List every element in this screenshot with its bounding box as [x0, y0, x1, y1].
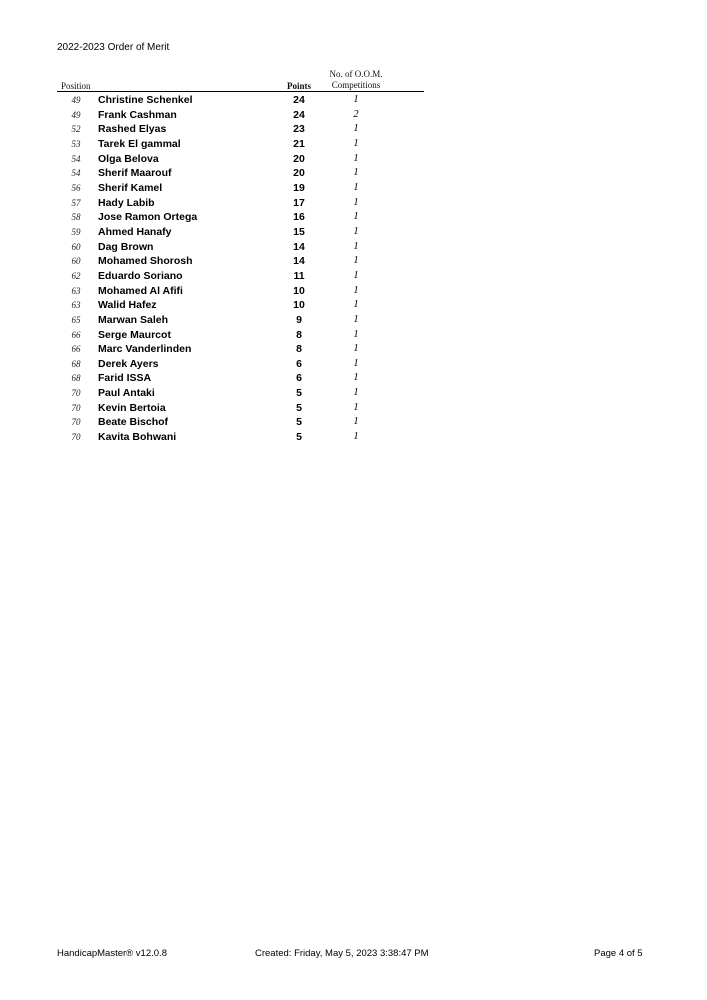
row-points: 16: [293, 211, 305, 224]
table-row: [0, 196, 707, 211]
row-position: 57: [71, 197, 81, 208]
row-competitions: 1: [353, 401, 359, 413]
column-header-competitions-line2: Competitions: [331, 80, 381, 90]
table-row: [0, 284, 707, 299]
row-points: 11: [293, 269, 305, 282]
row-player-name: Rashed Elyas: [98, 123, 167, 136]
row-points: 24: [293, 94, 305, 106]
footer-page-number: Page 4 of 5: [594, 948, 643, 959]
table-row: [0, 240, 707, 255]
table-row: [0, 181, 707, 196]
row-competitions: 1: [353, 299, 359, 311]
row-position: 70: [71, 432, 81, 443]
row-points: 21: [293, 137, 305, 150]
table-row: [0, 108, 707, 123]
row-competitions: 1: [353, 284, 359, 296]
row-competitions: 1: [353, 196, 359, 208]
row-competitions: 1: [353, 240, 359, 252]
row-player-name: Mohamed Shorosh: [98, 255, 193, 268]
row-points: 20: [293, 152, 305, 165]
row-competitions: 1: [353, 357, 359, 369]
table-row: [0, 328, 707, 343]
row-competitions: 1: [353, 137, 359, 149]
row-points: 10: [293, 284, 305, 297]
row-points: 5: [296, 387, 302, 400]
column-header-competitions-line1: No. of O.O.M.: [329, 69, 383, 79]
row-points: 5: [296, 416, 302, 429]
row-position: 66: [71, 329, 81, 340]
column-header-points: Points: [287, 81, 312, 91]
row-position: 70: [71, 402, 81, 413]
row-position: 54: [71, 168, 81, 179]
row-competitions: 1: [353, 343, 359, 355]
row-competitions: 1: [353, 387, 359, 399]
row-player-name: Hady Labib: [98, 196, 155, 209]
row-player-name: Walid Hafez: [98, 299, 157, 312]
row-position: 63: [71, 300, 81, 311]
table-row: [0, 225, 707, 240]
row-points: 5: [296, 431, 302, 444]
row-competitions: 1: [353, 416, 359, 428]
row-position: 62: [71, 270, 81, 281]
row-points: 8: [296, 343, 302, 356]
row-player-name: Christine Schenkel: [98, 94, 193, 106]
table-row: [0, 401, 707, 416]
row-player-name: Kavita Bohwani: [98, 431, 177, 444]
row-points: 5: [296, 401, 302, 414]
row-competitions: 1: [353, 181, 359, 193]
row-player-name: Serge Maurcot: [98, 328, 171, 341]
row-competitions: 1: [353, 94, 359, 105]
row-competitions: 1: [353, 431, 359, 443]
row-player-name: Tarek El gammal: [98, 137, 181, 150]
row-points: 23: [293, 123, 305, 136]
table-row: [0, 254, 707, 269]
row-competitions: 1: [353, 211, 359, 223]
row-position: 49: [71, 95, 81, 105]
row-player-name: Sherif Maarouf: [98, 167, 172, 180]
footer-software-version: HandicapMaster® v12.0.8: [57, 948, 167, 959]
row-position: 56: [71, 182, 81, 193]
table-row: [0, 269, 707, 284]
row-competitions: 1: [353, 255, 359, 267]
row-player-name: Eduardo Soriano: [98, 269, 183, 282]
row-player-name: Olga Belova: [98, 152, 159, 165]
row-position: 68: [71, 358, 81, 369]
row-player-name: Marc Vanderlinden: [98, 343, 192, 356]
column-header-competitions: [320, 69, 392, 91]
row-competitions: 1: [353, 269, 359, 281]
row-player-name: Jose Ramon Ortega: [98, 211, 198, 224]
row-competitions: 1: [353, 313, 359, 325]
table-row: [0, 371, 707, 386]
row-points: 15: [293, 225, 305, 238]
table-row: [0, 152, 707, 167]
row-player-name: Frank Cashman: [98, 108, 177, 121]
row-player-name: Farid ISSA: [98, 372, 152, 385]
row-points: 24: [293, 108, 305, 121]
row-position: 52: [71, 124, 81, 135]
row-points: 14: [293, 240, 305, 253]
table-row: [0, 166, 707, 181]
table-row: [0, 415, 707, 430]
row-position: 63: [71, 285, 81, 296]
row-competitions: 1: [353, 225, 359, 237]
footer-created-timestamp: Created: Friday, May 5, 2023 3:38:47 PM: [255, 948, 429, 959]
table-row: [0, 386, 707, 401]
row-position: 59: [71, 226, 81, 237]
row-points: 8: [296, 328, 302, 341]
row-competitions: 1: [353, 372, 359, 384]
row-player-name: Ahmed Hanafy: [98, 225, 172, 238]
order-of-merit-table: [0, 93, 707, 445]
row-points: 20: [293, 167, 305, 180]
table-row: [0, 122, 707, 137]
row-competitions: 1: [353, 123, 359, 135]
row-competitions: 2: [353, 108, 359, 120]
row-competitions: 1: [353, 328, 359, 340]
row-competitions: 1: [353, 167, 359, 179]
row-player-name: Dag Brown: [98, 240, 154, 253]
row-position: 54: [71, 153, 81, 164]
row-player-name: Kevin Bertoia: [98, 401, 166, 414]
row-position: 58: [71, 212, 81, 223]
table-row: [0, 357, 707, 372]
table-row: [0, 137, 707, 152]
row-position: 60: [71, 241, 81, 252]
row-position: 68: [71, 373, 81, 384]
row-player-name: Paul Antaki: [98, 387, 155, 400]
table-row: [0, 430, 707, 445]
table-row: [0, 210, 707, 225]
row-player-name: Marwan Saleh: [98, 313, 169, 326]
row-points: 14: [293, 255, 305, 268]
row-position: 49: [71, 109, 81, 120]
row-position: 53: [71, 138, 81, 149]
header-divider: [57, 91, 424, 92]
row-competitions: 1: [353, 152, 359, 164]
row-points: 19: [293, 181, 305, 194]
row-position: 70: [71, 388, 81, 399]
row-player-name: Beate Bischof: [98, 416, 169, 429]
row-points: 10: [293, 299, 305, 312]
row-player-name: Sherif Kamel: [98, 181, 163, 194]
row-position: 66: [71, 344, 81, 355]
row-points: 9: [296, 313, 302, 326]
row-position: 70: [71, 417, 81, 428]
row-position: 65: [71, 314, 81, 325]
row-points: 6: [296, 357, 302, 370]
row-points: 6: [296, 372, 302, 385]
table-row: [0, 298, 707, 313]
table-row: [0, 313, 707, 328]
row-player-name: Mohamed Al Afifi: [98, 284, 183, 297]
table-row: [0, 93, 707, 108]
document-title: 2022-2023 Order of Merit: [57, 42, 170, 53]
row-player-name: Derek Ayers: [98, 357, 159, 370]
row-points: 17: [293, 196, 305, 209]
table-row: [0, 342, 707, 357]
row-position: 60: [71, 256, 81, 267]
column-header-position: Position: [61, 81, 91, 91]
